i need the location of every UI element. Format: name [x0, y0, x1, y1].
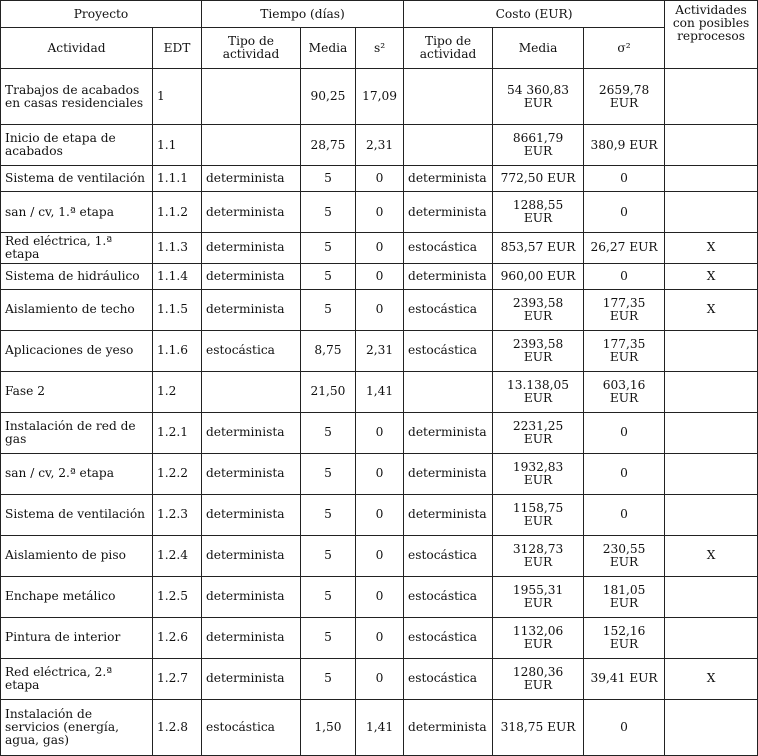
cell-edt: 1 — [153, 69, 202, 125]
cell-tipo-tiempo: determinista — [202, 166, 301, 192]
cell-sigma2: 230,55 EUR — [584, 535, 665, 576]
cell-media-costo: 2393,58 EUR — [493, 330, 584, 371]
table-row — [1, 125, 758, 166]
header-tiempo: Tiempo (días) — [202, 1, 404, 28]
cell-sigma2: 181,05 EUR — [584, 576, 665, 617]
cell-media-tiempo: 5 — [301, 453, 356, 494]
cell-actividad: Red eléctrica, 1.ª etapa — [1, 233, 153, 264]
header-s2: s² — [356, 28, 404, 69]
cell-sigma2: 603,16 EUR — [584, 371, 665, 412]
table-row — [1, 494, 758, 535]
cell-actividad: san / cv, 2.ª etapa — [1, 453, 153, 494]
cell-s2: 0 — [356, 576, 404, 617]
cell-tipo-tiempo: determinista — [202, 494, 301, 535]
cell-actividad: san / cv, 1.ª etapa — [1, 192, 153, 233]
cell-s2: 0 — [356, 263, 404, 289]
cell-media-costo: 1132,06 EUR — [493, 617, 584, 658]
header-reprocesos: Actividades con posibles reprocesos — [665, 1, 758, 69]
cell-tipo-costo: determinista — [404, 453, 493, 494]
cell-edt: 1.1.4 — [153, 263, 202, 289]
cell-actividad: Red eléctrica, 2.ª etapa — [1, 658, 153, 699]
cell-tipo-costo: estocástica — [404, 576, 493, 617]
cell-s2: 2,31 — [356, 330, 404, 371]
cell-media-costo: 54 360,83 EUR — [493, 69, 584, 125]
cell-media-costo: 853,57 EUR — [493, 233, 584, 264]
header-sigma2: σ² — [584, 28, 665, 69]
cell-media-costo: 1158,75 EUR — [493, 494, 584, 535]
cell-tipo-tiempo: determinista — [202, 576, 301, 617]
cell-tipo-costo — [404, 69, 493, 125]
table-row — [1, 576, 758, 617]
cell-reproceso: X — [665, 233, 758, 264]
cell-reproceso — [665, 576, 758, 617]
cell-edt: 1.1.2 — [153, 192, 202, 233]
cell-reproceso — [665, 412, 758, 453]
table-row — [1, 617, 758, 658]
cell-tipo-tiempo — [202, 371, 301, 412]
cell-reproceso — [665, 699, 758, 755]
cell-actividad: Inicio de etapa de acabados — [1, 125, 153, 166]
cell-actividad: Sistema de ventilación — [1, 166, 153, 192]
cell-tipo-costo: estocástica — [404, 330, 493, 371]
cell-edt: 1.2.8 — [153, 699, 202, 755]
cell-edt: 1.2.2 — [153, 453, 202, 494]
cell-tipo-tiempo: determinista — [202, 289, 301, 330]
cell-sigma2: 0 — [584, 263, 665, 289]
cell-tipo-tiempo: determinista — [202, 535, 301, 576]
cell-media-tiempo: 5 — [301, 263, 356, 289]
cell-reproceso — [665, 617, 758, 658]
cell-tipo-tiempo — [202, 69, 301, 125]
header-media-costo: Media — [493, 28, 584, 69]
table-row — [1, 69, 758, 125]
table-body — [1, 69, 758, 756]
cell-s2: 1,41 — [356, 371, 404, 412]
table-row — [1, 233, 758, 264]
cell-tipo-costo: estocástica — [404, 658, 493, 699]
cell-edt: 1.1.5 — [153, 289, 202, 330]
cell-media-costo: 772,50 EUR — [493, 166, 584, 192]
cell-actividad: Pintura de interior — [1, 617, 153, 658]
cell-media-tiempo: 5 — [301, 535, 356, 576]
cell-s2: 0 — [356, 166, 404, 192]
table-row — [1, 658, 758, 699]
cell-sigma2: 39,41 EUR — [584, 658, 665, 699]
cell-media-costo: 1288,55 EUR — [493, 192, 584, 233]
cell-reproceso — [665, 371, 758, 412]
cell-sigma2: 26,27 EUR — [584, 233, 665, 264]
cell-media-tiempo: 1,50 — [301, 699, 356, 755]
cell-reproceso — [665, 330, 758, 371]
header-actividad: Actividad — [1, 28, 153, 69]
cell-s2: 0 — [356, 658, 404, 699]
cell-tipo-tiempo: estocástica — [202, 699, 301, 755]
cell-s2: 1,41 — [356, 699, 404, 755]
cell-tipo-costo: estocástica — [404, 535, 493, 576]
cell-media-costo: 960,00 EUR — [493, 263, 584, 289]
cell-media-tiempo: 5 — [301, 233, 356, 264]
cell-media-costo: 318,75 EUR — [493, 699, 584, 755]
cell-reproceso — [665, 69, 758, 125]
cell-tipo-costo: determinista — [404, 192, 493, 233]
cell-reproceso: X — [665, 658, 758, 699]
cell-media-costo: 1932,83 EUR — [493, 453, 584, 494]
table-row — [1, 535, 758, 576]
cell-actividad: Aislamiento de piso — [1, 535, 153, 576]
cell-s2: 0 — [356, 453, 404, 494]
cell-tipo-costo: estocástica — [404, 289, 493, 330]
cell-actividad: Aplicaciones de yeso — [1, 330, 153, 371]
cell-actividad: Trabajos de acabados en casas residenciales — [1, 69, 153, 125]
cell-s2: 0 — [356, 494, 404, 535]
cell-edt: 1.2.5 — [153, 576, 202, 617]
cell-sigma2: 380,9 EUR — [584, 125, 665, 166]
cell-media-costo: 8661,79 EUR — [493, 125, 584, 166]
cell-tipo-costo — [404, 371, 493, 412]
cell-tipo-tiempo: determinista — [202, 233, 301, 264]
cell-tipo-tiempo — [202, 125, 301, 166]
cell-tipo-costo: determinista — [404, 494, 493, 535]
cell-reproceso: X — [665, 289, 758, 330]
cell-tipo-costo: estocástica — [404, 233, 493, 264]
cell-sigma2: 0 — [584, 699, 665, 755]
cell-media-tiempo: 5 — [301, 166, 356, 192]
cell-sigma2: 0 — [584, 412, 665, 453]
cell-s2: 0 — [356, 233, 404, 264]
header-costo: Costo (EUR) — [404, 1, 665, 28]
cell-s2: 0 — [356, 617, 404, 658]
cell-edt: 1.1.1 — [153, 166, 202, 192]
cell-media-costo: 3128,73 EUR — [493, 535, 584, 576]
cell-media-tiempo: 5 — [301, 658, 356, 699]
cell-reproceso — [665, 494, 758, 535]
cell-media-tiempo: 5 — [301, 289, 356, 330]
cell-sigma2: 2659,78 EUR — [584, 69, 665, 125]
cell-tipo-tiempo: determinista — [202, 617, 301, 658]
cell-edt: 1.1.3 — [153, 233, 202, 264]
cell-s2: 0 — [356, 192, 404, 233]
header-edt: EDT — [153, 28, 202, 69]
cell-tipo-costo: determinista — [404, 412, 493, 453]
cell-actividad: Aislamiento de techo — [1, 289, 153, 330]
cell-sigma2: 0 — [584, 192, 665, 233]
cell-media-costo: 2393,58 EUR — [493, 289, 584, 330]
cell-media-tiempo: 90,25 — [301, 69, 356, 125]
cell-media-tiempo: 5 — [301, 192, 356, 233]
cell-reproceso — [665, 166, 758, 192]
cell-sigma2: 152,16 EUR — [584, 617, 665, 658]
cell-media-tiempo: 5 — [301, 576, 356, 617]
cell-edt: 1.2.3 — [153, 494, 202, 535]
table-row — [1, 166, 758, 192]
table-row — [1, 330, 758, 371]
cell-actividad: Sistema de hidráulico — [1, 263, 153, 289]
cell-media-costo: 1955,31 EUR — [493, 576, 584, 617]
cell-sigma2: 0 — [584, 453, 665, 494]
cell-media-costo: 1280,36 EUR — [493, 658, 584, 699]
cell-media-tiempo: 5 — [301, 617, 356, 658]
cell-actividad: Fase 2 — [1, 371, 153, 412]
cell-media-tiempo: 8,75 — [301, 330, 356, 371]
cell-reproceso — [665, 453, 758, 494]
cell-edt: 1.2.4 — [153, 535, 202, 576]
cell-sigma2: 0 — [584, 166, 665, 192]
cell-edt: 1.1 — [153, 125, 202, 166]
cell-media-tiempo: 21,50 — [301, 371, 356, 412]
cell-s2: 0 — [356, 412, 404, 453]
table-row — [1, 192, 758, 233]
cell-reproceso — [665, 192, 758, 233]
cell-media-tiempo: 28,75 — [301, 125, 356, 166]
cell-media-tiempo: 5 — [301, 494, 356, 535]
header-proyecto: Proyecto — [1, 1, 202, 28]
cell-reproceso: X — [665, 535, 758, 576]
cell-edt: 1.1.6 — [153, 330, 202, 371]
cell-media-costo: 13.138,05 EUR — [493, 371, 584, 412]
header-tipo-tiempo: Tipo de actividad — [202, 28, 301, 69]
cell-tipo-tiempo: determinista — [202, 453, 301, 494]
cell-edt: 1.2 — [153, 371, 202, 412]
cell-tipo-costo — [404, 125, 493, 166]
cell-tipo-costo: determinista — [404, 699, 493, 755]
cell-actividad: Instalación de servicios (energía, agua, gas) — [1, 699, 153, 755]
header-tipo-costo: Tipo de actividad — [404, 28, 493, 69]
cell-actividad: Enchape metálico — [1, 576, 153, 617]
cell-sigma2: 177,35 EUR — [584, 330, 665, 371]
cell-actividad: Instalación de red de gas — [1, 412, 153, 453]
cell-tipo-costo: estocástica — [404, 617, 493, 658]
cell-edt: 1.2.6 — [153, 617, 202, 658]
cell-reproceso — [665, 125, 758, 166]
cell-s2: 0 — [356, 289, 404, 330]
cell-tipo-tiempo: determinista — [202, 658, 301, 699]
cell-tipo-costo: determinista — [404, 263, 493, 289]
cell-tipo-tiempo: estocástica — [202, 330, 301, 371]
cell-edt: 1.2.1 — [153, 412, 202, 453]
table-row — [1, 371, 758, 412]
table-row — [1, 289, 758, 330]
header-media-tiempo: Media — [301, 28, 356, 69]
cell-tipo-tiempo: determinista — [202, 412, 301, 453]
cell-s2: 0 — [356, 535, 404, 576]
cell-tipo-tiempo: determinista — [202, 192, 301, 233]
cell-edt: 1.2.7 — [153, 658, 202, 699]
cell-s2: 17,09 — [356, 69, 404, 125]
table-row — [1, 453, 758, 494]
cell-tipo-costo: determinista — [404, 166, 493, 192]
cell-media-tiempo: 5 — [301, 412, 356, 453]
table-row — [1, 263, 758, 289]
cell-actividad: Sistema de ventilación — [1, 494, 153, 535]
cell-media-costo: 2231,25 EUR — [493, 412, 584, 453]
cell-sigma2: 0 — [584, 494, 665, 535]
cell-sigma2: 177,35 EUR — [584, 289, 665, 330]
cell-tipo-tiempo: determinista — [202, 263, 301, 289]
cell-reproceso: X — [665, 263, 758, 289]
table-row — [1, 412, 758, 453]
table-row — [1, 699, 758, 755]
cell-s2: 2,31 — [356, 125, 404, 166]
